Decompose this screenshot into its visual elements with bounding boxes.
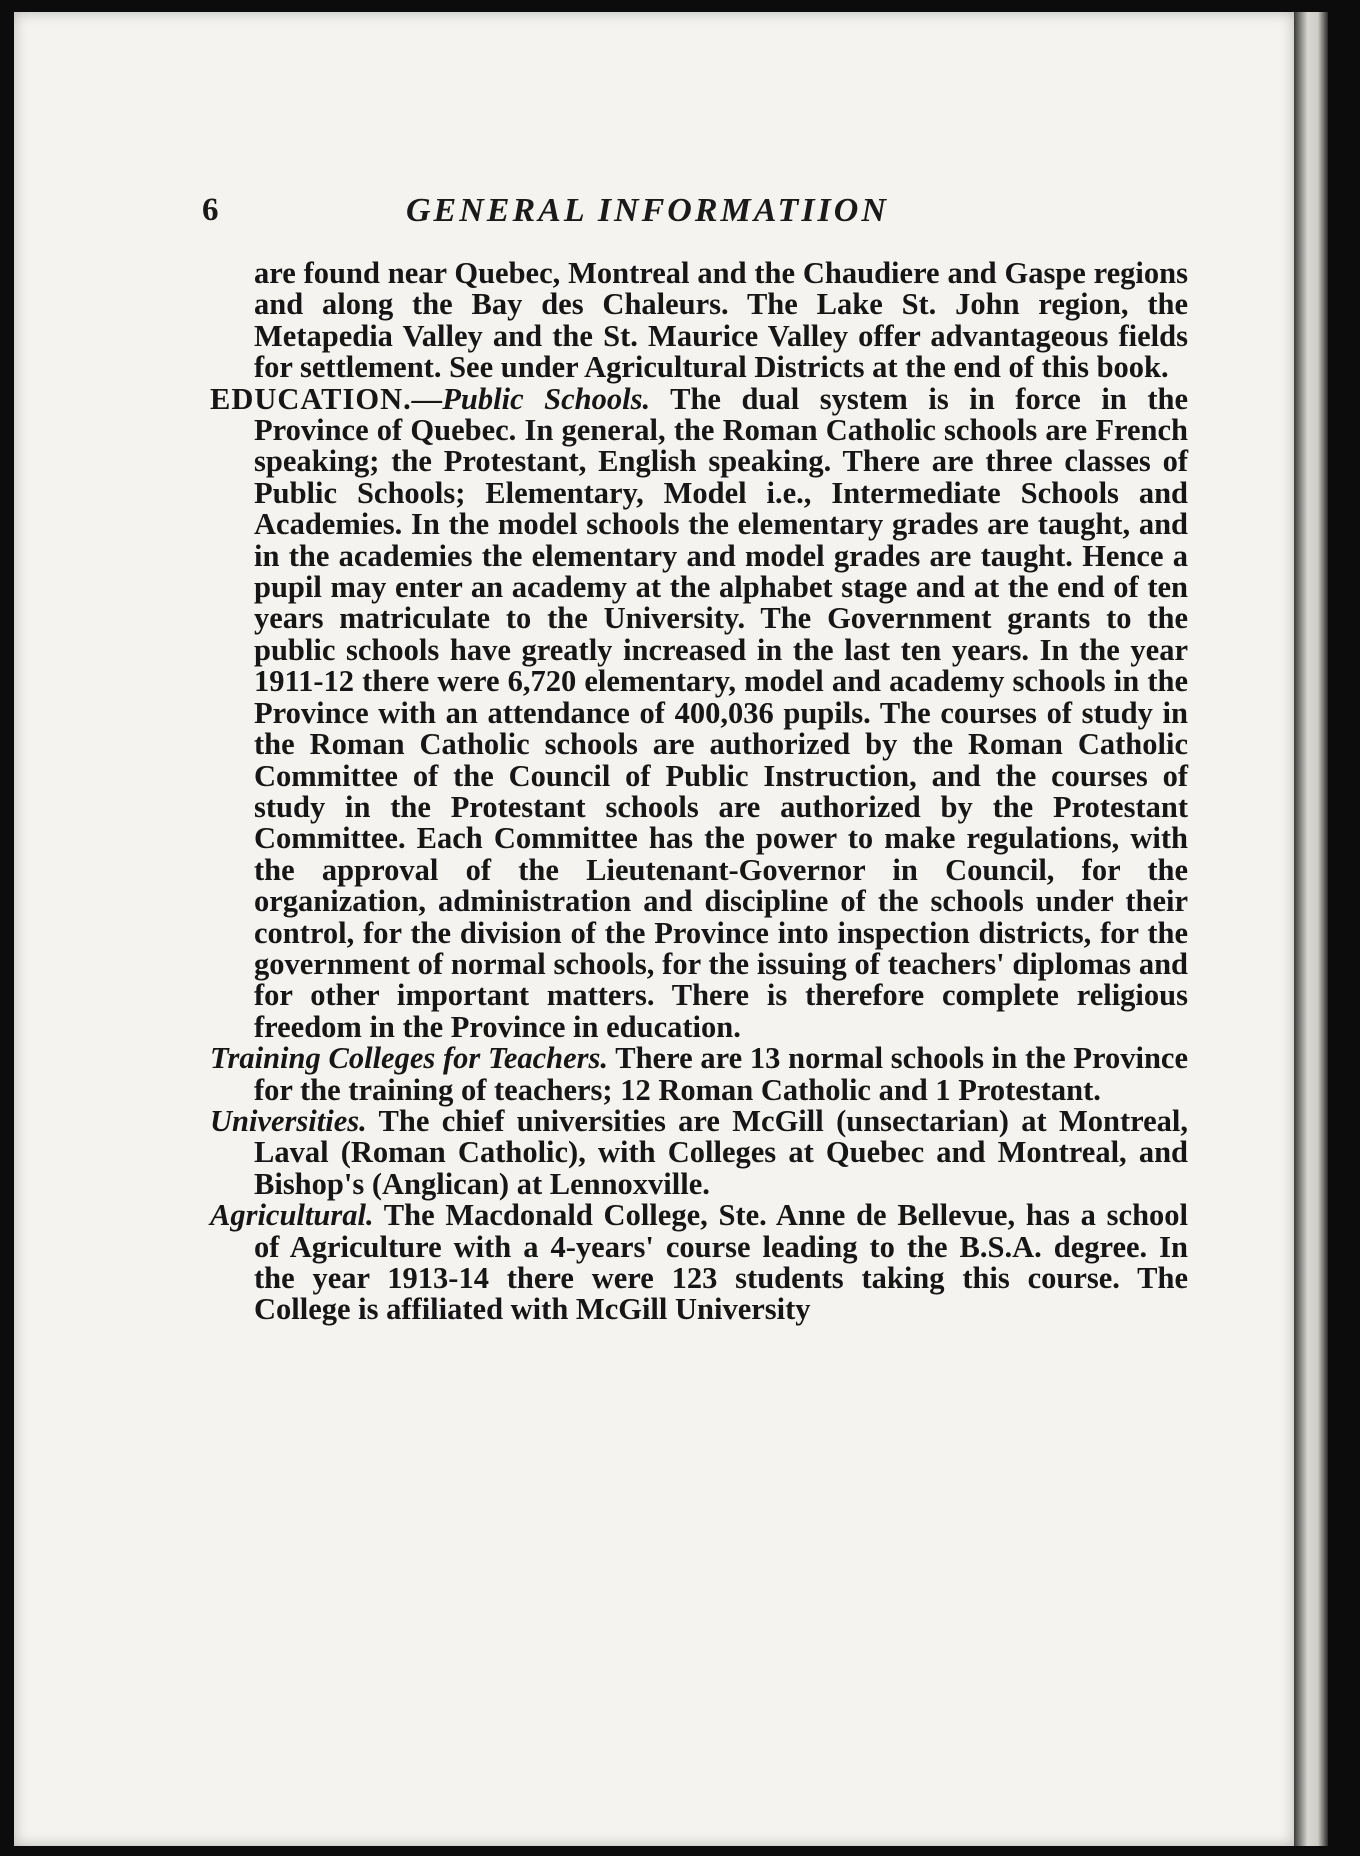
paragraph-education: EDUCATION.—Public Schools. The dual system is in force in the Province of Quebec. In general, the Roman Catholic schools are French speaking; the Protestant, English speaking. There are three classes of Public Schools; Elementary, Model i.e., Intermediate Schools and Academies. In the model schools the elementary grades are taught, and in the academies the elementary and model grades are taught. Hence a pupil may enter an academy at the alphabet stage and at the end of ten years matriculate to the University. The Government grants to the public schools have greatly increased in the last ten years. In the year 1911-12 there were 6,720 elementary, model and academy schools in the Province with an attendance of 400,036 pupils. The courses of study in the Roman Catholic schools are authorized by the Roman Catholic Committee of the Council of Public Instruction, and the courses of study in the Protestant schools are authorized by the Protestant Committee. Each Committee has the power to make regulations, with the approval of the Lieutenant-Governor in Council, for the organization, administration and discipline of the schools under their control, for the division of the Province into inspection districts, for the government of normal schools, for the issuing of teachers' diplomas and for other important matters. There is therefore complete religious freedom in the Province in education. (210, 381, 1188, 1044)
subheading-agricultural: Agricultural. (210, 1198, 374, 1233)
section-heading-education: EDUCATION. (210, 381, 412, 416)
subheading-public-schools: —Public Schools. (411, 381, 651, 416)
paragraph-intro: are found near Quebec, Montreal and the Chaudiere and Gaspe regions and along the Bay des Chaleurs. The Lake St. John region, the Metapedia Valley and the St. Maurice Valley offer advantageous fields for settlement. See under Agricultural Districts at the end of this book. (254, 256, 1188, 385)
paragraph-universities: Universities. The chief universities are McGill (unsectarian) at Montreal, Laval (Roman Catholic), with Colleges at Quebec and Montreal, and Bishop's (Anglican) at Lennoxville. (210, 1103, 1188, 1201)
page-header (202, 192, 1002, 236)
page-number: 6 (202, 192, 219, 228)
body-text (210, 258, 1188, 1326)
paragraph-training-colleges: Training Colleges for Teachers. There are 13 normal schools in the Province for the training of teachers; 12 Roman Catholic and 1 Protestant. (210, 1041, 1188, 1107)
subheading-training-colleges: Training Colleges for Teachers. (210, 1041, 609, 1076)
paragraph-agricultural: Agricultural. The Macdonald College, Ste. Anne de Bellevue, has a school of Agriculture with a 4-years' course leading to the B.S.A. degree. In the year 1913-14 there were 123 students taking this course. The College is affiliated with McGill University (210, 1198, 1188, 1327)
page-edge (1294, 12, 1328, 1846)
subheading-universities: Universities. (210, 1103, 367, 1138)
running-head: GENERAL INFORMATIION (406, 192, 889, 229)
